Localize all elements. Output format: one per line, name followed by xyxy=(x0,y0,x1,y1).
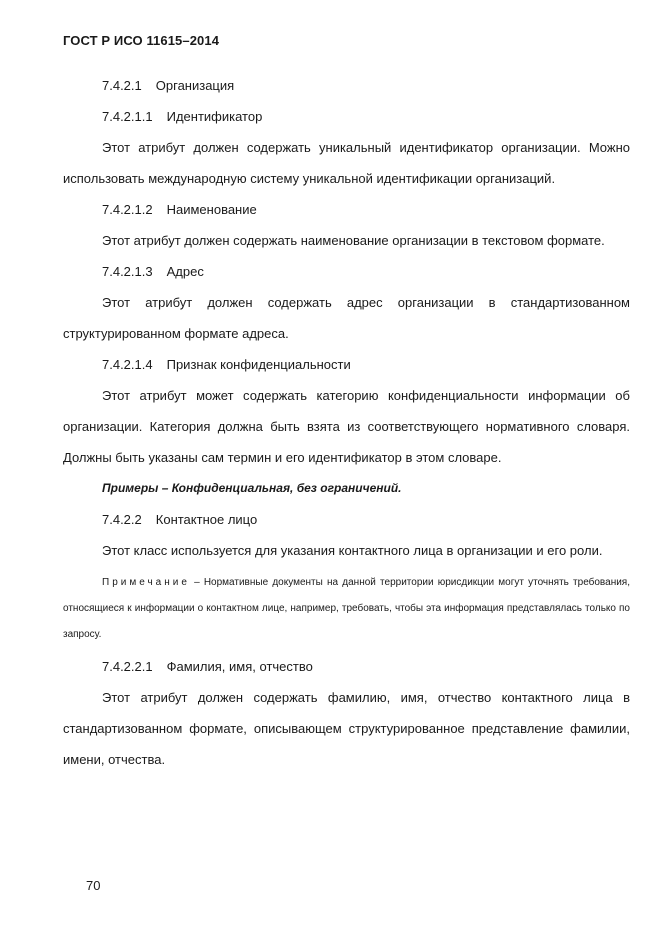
section-title: Контактное лицо xyxy=(155,512,258,527)
section-heading-7-4-2-2-1 xyxy=(63,651,630,682)
document-header: ГОСТ Р ИСО 11615–2014 xyxy=(63,33,220,48)
section-number: 7.4.2.2 xyxy=(102,512,142,527)
paragraph-confidentiality: Этот атрибут может содержать категорию конфиденциальности информации об организации. Категория должна быть взята из соответствующего нормативного словаря. Должны быть указаны сам термин и его идентификатор в этом словаре. xyxy=(63,388,630,465)
section-number: 7.4.2.1 xyxy=(102,78,142,93)
paragraph-full-name: Этот атрибут должен содержать фамилию, имя, отчество контактного лица в стандартизованном формате, описывающем структурированное представление фамилии, имени, отчества. xyxy=(63,690,630,767)
paragraph-identifier: Этот атрибут должен содержать уникальный идентификатор организации. Можно использовать международную систему уникальной идентификации организаций. xyxy=(63,140,630,186)
section-title: Идентификатор xyxy=(166,109,263,124)
note-label: Примечание xyxy=(102,577,190,588)
section-number: 7.4.2.1.4 xyxy=(102,357,153,372)
section-heading-7-4-2-1 xyxy=(63,70,630,101)
paragraph-address: Этот атрибут должен содержать адрес организации в стандартизованном структурированном формате адреса. xyxy=(63,295,630,341)
section-number: 7.4.2.2.1 xyxy=(102,659,153,674)
section-title: Адрес xyxy=(166,264,204,279)
page-number: 70 xyxy=(86,878,101,893)
section-number: 7.4.2.1.1 xyxy=(102,109,153,124)
section-heading-7-4-2-1-1 xyxy=(63,101,630,132)
section-heading-7-4-2-2 xyxy=(63,504,630,535)
section-heading-7-4-2-1-4 xyxy=(63,349,630,380)
paragraph-contact-person: Этот класс используется для указания контактного лица в организации и его роли. xyxy=(102,543,603,558)
section-title: Фамилия, имя, отчество xyxy=(166,659,313,674)
note-text: – Нормативные документы на данной территории юрисдикции могут уточнять требования, относящиеся к информации о контактном лице, например, требовать, чтобы эта информация представлялась только по запросу. xyxy=(63,577,630,640)
note xyxy=(63,566,630,651)
section-heading-7-4-2-1-2 xyxy=(63,194,630,225)
section-title: Наименование xyxy=(166,202,257,217)
page-content xyxy=(63,70,630,775)
example-text: Примеры – Конфиденциальная, без ограничений. xyxy=(102,481,402,495)
section-heading-7-4-2-1-3 xyxy=(63,256,630,287)
section-number: 7.4.2.1.3 xyxy=(102,264,153,279)
section-title: Признак конфиденциальности xyxy=(166,357,351,372)
section-title: Организация xyxy=(155,78,235,93)
section-number: 7.4.2.1.2 xyxy=(102,202,153,217)
paragraph-name: Этот атрибут должен содержать наименование организации в текстовом формате. xyxy=(102,233,605,248)
